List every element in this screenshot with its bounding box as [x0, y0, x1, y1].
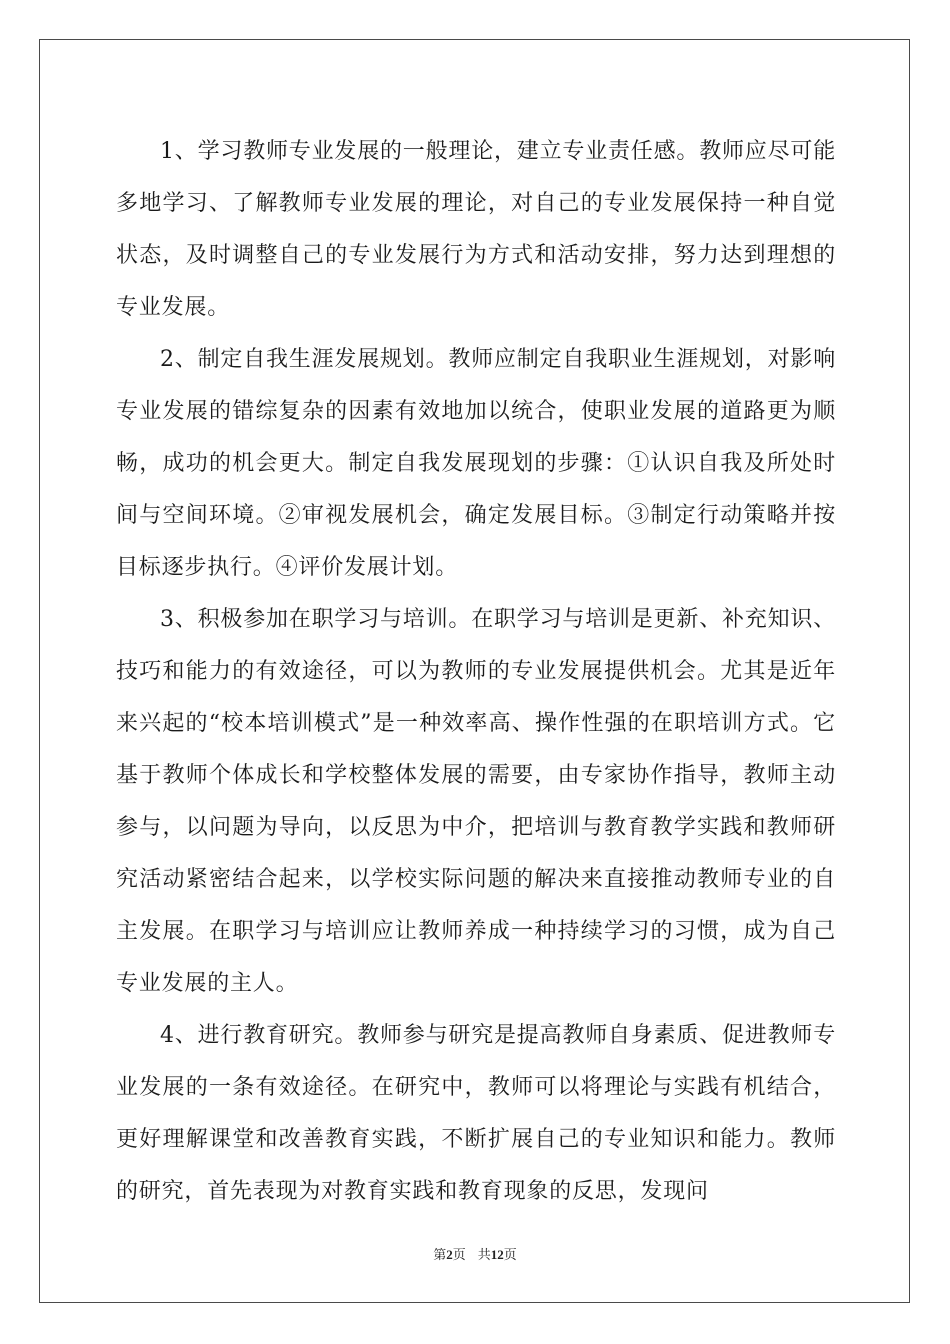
total-pages-number: 12	[490, 1247, 504, 1262]
paragraph-1: 1、学习教师专业发展的一般理论，建立专业责任感。教师应尽可能多地学习、了解教师专业发展的理论，对自己的专业发展保持一种自觉状态，及时调整自己的专业发展行为方式和活动安排，努力达到理想的专业发展。	[116, 139, 836, 320]
footer-total-suffix: 页	[503, 1247, 517, 1262]
paragraph-2: 2、制定自我生涯发展规划。教师应制定自我职业生涯规划，对影响专业发展的错综复杂的因素有效地加以统合，使职业发展的道路更为顺畅，成功的机会更大。制定自我发展现划的步骤：①认识自我及所处时间与空间环境。②审视发展机会，确定发展目标。③制定行动策略并按目标逐步执行。④评价发展计划。	[116, 347, 836, 580]
footer-page-suffix: 页	[452, 1247, 466, 1262]
paragraph-3: 3、积极参加在职学习与培训。在职学习与培训是更新、补充知识、技巧和能力的有效途径，可以为教师的专业发展提供机会。尤其是近年来兴起的“校本培训模式”是一种效率高、操作性强的在职培训方式。它基于教师个体成长和学校整体发展的需要，由专家协作指导，教师主动参与，以问题为导向，以反思为中介，把培训与教育教学实践和教师研究活动紧密结合起来，以学校实际问题的解决来直接推动教师专业的自主发展。在职学习与培训应让教师养成一种持续学习的习惯，成为自己专业发展的主人。	[116, 607, 836, 996]
document-body	[116, 126, 836, 1218]
page-footer	[0, 1244, 950, 1263]
footer-total-prefix: 共	[477, 1247, 491, 1262]
current-page-number: 2	[446, 1247, 453, 1262]
footer-prefix: 第	[433, 1247, 447, 1262]
paragraph-4: 4、进行教育研究。教师参与研究是提高教师自身素质、促进教师专业发展的一条有效途径。在研究中，教师可以将理论与实践有机结合，更好理解课堂和改善教育实践，不断扩展自己的专业知识和能力。教师的研究，首先表现为对教育实践和教育现象的反思，发现问	[116, 1023, 836, 1204]
